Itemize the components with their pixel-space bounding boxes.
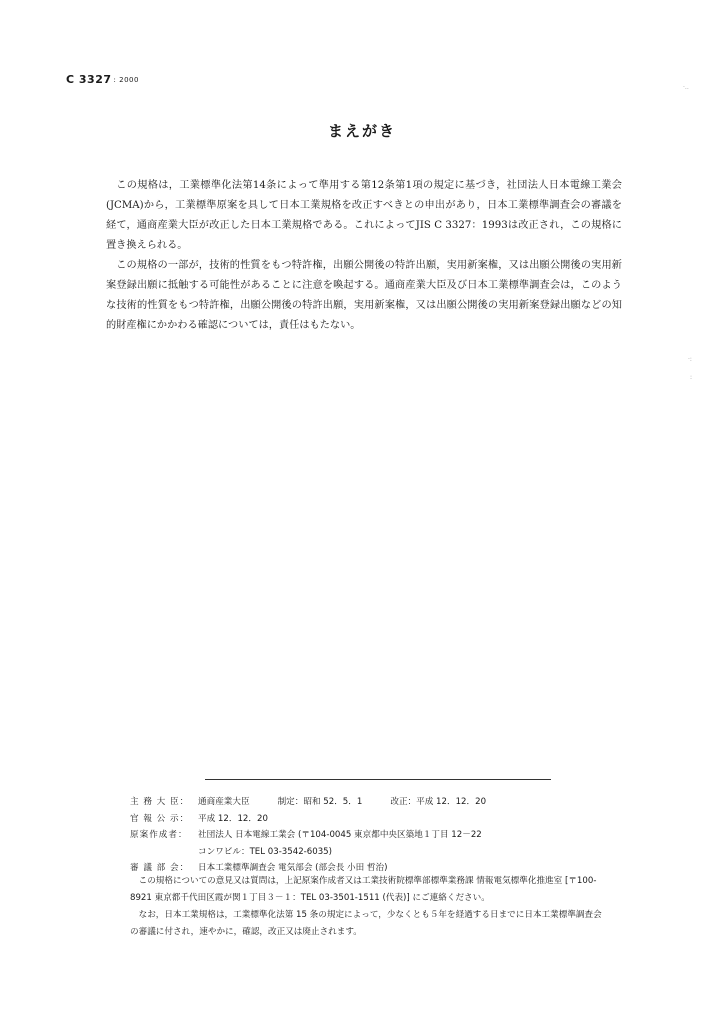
- minister-row: [130, 794, 610, 811]
- established-date: 制定：昭和 52．5．1: [277, 797, 363, 807]
- standard-year: : 2000: [113, 76, 139, 84]
- foreword-paragraph: この規格の一部が，技術的性質をもつ特許権，出願公開後の特許出願，実用新案権，又は出願公開後の実用新案登録出願に抵触する可能性があることに注意を喚起する。通商産業大臣及び日本工業標準調査会は，このような技術的性質をもつ特許権，出願公開後の特許出願，実用新案権，又は出願公開後の実用新案登録出願などの知的財産権にかかわる確認については，責任はもたない。: [106, 260, 622, 331]
- council-value: 日本工業標準調査会 電気部会 (部会長 小田 哲治): [198, 863, 388, 873]
- foreword-body: [106, 176, 622, 336]
- drafter-row-continued: [130, 844, 610, 861]
- drafter-label: 原案作成者：: [130, 830, 188, 840]
- divider-line: [205, 779, 551, 780]
- scan-speck: :: [690, 374, 693, 381]
- drafter-value: 社団法人 日本電線工業会 (〒104-0045 東京都中央区築地１丁目 12－22: [198, 830, 482, 840]
- standard-metadata: [130, 794, 610, 877]
- foreword-paragraph: この規格は，工業標準化法第14条によって準用する第12条第1項の規定に基づき，社団法人日本電線工業会(JCMA)から，工業標準原案を具して日本工業規格を改正すべきとの申出があり，日本工業標準調査会の審議を経て，通商産業大臣が改正した日本工業規格である。これによってJIS C 3327：1993は改正され，この規格に置き換えられる。: [106, 180, 622, 251]
- gazette-row: [130, 811, 610, 828]
- gazette-label: 官 報 公 示：: [130, 813, 190, 824]
- standard-code: C 3327: [66, 73, 112, 86]
- scan-speck: ·:: [688, 356, 692, 363]
- minister-label: 主 務 大 臣：: [130, 797, 190, 807]
- inquiry-note: この規格についての意見又は質問は，上記原案作成者又は工業技術院標準部標準業務課 情報電気標準化推進室 [〒100-8921 東京都千代田区霞が関１丁目３－１：TEL 03-3501-1511 (代表)] にご連絡ください。: [130, 876, 597, 903]
- drafter-row: [130, 827, 610, 844]
- footer-notes: [130, 873, 602, 941]
- gazette-value: 平成 12．12．20: [198, 813, 268, 824]
- minister-value: 通商産業大臣: [198, 797, 250, 807]
- standard-number-header: [66, 68, 139, 87]
- drafter-contact: コンワビル：TEL 03-3542-6035): [198, 846, 332, 857]
- council-label: 審 議 部 会：: [130, 863, 190, 873]
- page-title: まえがき: [327, 122, 396, 140]
- scan-speck: ·‥: [683, 84, 689, 91]
- review-note: なお，日本工業規格は，工業標準化法第 15 条の規定によって，少なくとも５年を経過する日までに日本工業標準調査会の審議に付され，速やかに，確認，改正又は廃止されます。: [130, 910, 602, 937]
- revised-date: 改正：平成 12．12．20: [390, 797, 487, 807]
